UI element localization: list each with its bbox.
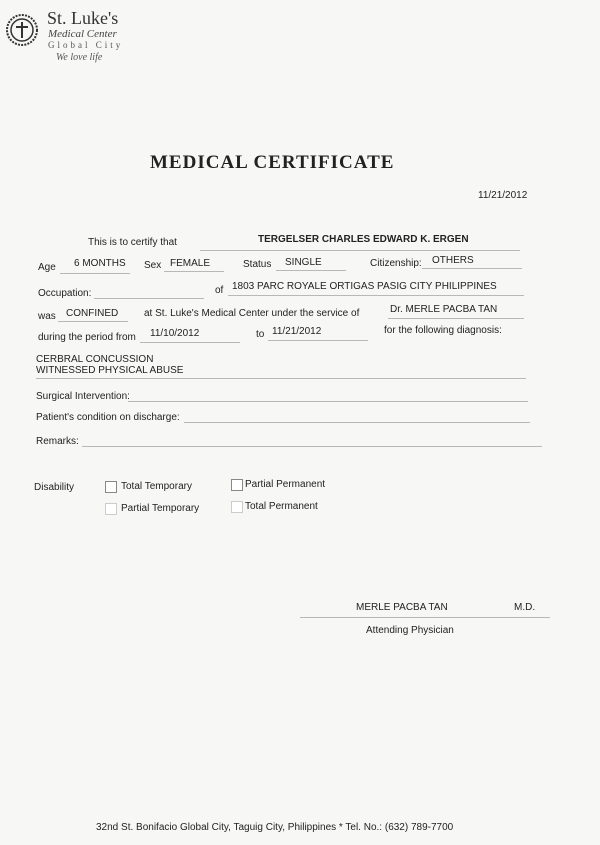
condition-label: Patient's condition on discharge: [36,412,180,423]
period-from-underline [140,342,240,343]
period-label: during the period from [38,332,136,343]
occupation-label: Occupation: [38,288,92,299]
diagnosis-line-1: CERBRAL CONCUSSION [36,354,154,365]
logo-city: Global City [48,40,124,50]
diagnosis-underline [36,378,526,379]
logo-tagline: We love life [56,52,103,63]
status-value: SINGLE [285,257,322,268]
period-from: 11/10/2012 [150,328,200,339]
service-text: at St. Luke's Medical Center under the service of [144,308,360,319]
logo-subtitle: Medical Center [48,28,117,40]
address-of-label: of [215,285,224,296]
citizenship-label: Citizenship: [370,258,422,269]
patient-name-underline [200,250,520,251]
footer-address: 32nd St. Bonifacio Global City, Taguig City, Philippines * Tel. No.: (632) 789-7700 [96,822,454,833]
period-to: 11/21/2012 [272,326,322,337]
remarks-label: Remarks: [36,436,79,447]
patient-address: 1803 PARC ROYALE ORTIGAS PASIG CITY PHILIPPINES [232,281,497,292]
diagnosis-label: for the following diagnosis: [384,325,502,336]
confinement-status: CONFINED [66,308,119,319]
remarks-underline [82,446,542,447]
diagnosis-line-2: WITNESSED PHYSICAL ABUSE [36,365,184,376]
partial-temporary-label: Partial Temporary [121,503,200,514]
confinement-underline [58,321,128,322]
citizenship-underline [422,268,522,269]
age-underline [60,273,130,274]
citizenship-value: OTHERS [432,255,474,266]
condition-underline [184,422,530,423]
age-label: Age [38,262,56,273]
age-value: 6 MONTHS [74,258,126,269]
occupation-underline [94,298,204,299]
surgical-underline [128,401,528,402]
total-temporary-label: Total Temporary [121,481,192,492]
sex-underline [164,271,224,272]
st-lukes-emblem-icon [6,14,38,46]
physician-name: MERLE PACBA TAN [356,602,448,613]
physician-role: Attending Physician [366,625,454,636]
physician-suffix: M.D. [514,602,536,613]
period-to-label: to [256,329,265,340]
address-underline [228,295,524,296]
total-permanent-checkbox[interactable] [231,501,243,513]
patient-name: TERGELSER CHARLES EDWARD K. ERGEN [258,234,469,245]
attending-doctor: Dr. MERLE PACBA TAN [390,304,498,315]
status-label: Status [243,259,272,270]
total-permanent-label: Total Permanent [245,501,318,512]
partial-temporary-checkbox[interactable] [105,503,117,515]
certify-intro: This is to certify that [88,237,177,248]
sex-value: FEMALE [170,258,211,269]
total-temporary-checkbox[interactable] [105,481,117,493]
page-title: MEDICAL CERTIFICATE [150,152,395,173]
partial-permanent-label: Partial Permanent [245,479,326,490]
doctor-underline [388,318,524,319]
was-label: was [38,311,56,322]
logo-name: St. Luke's [47,8,119,28]
certificate-date: 11/21/2012 [478,190,528,201]
period-to-underline [268,340,368,341]
status-underline [276,270,346,271]
partial-permanent-checkbox[interactable] [231,479,243,491]
signature-line [300,617,550,618]
disability-label: Disability [34,482,75,493]
sex-label: Sex [144,260,162,271]
surgical-label: Surgical Intervention: [36,391,130,402]
